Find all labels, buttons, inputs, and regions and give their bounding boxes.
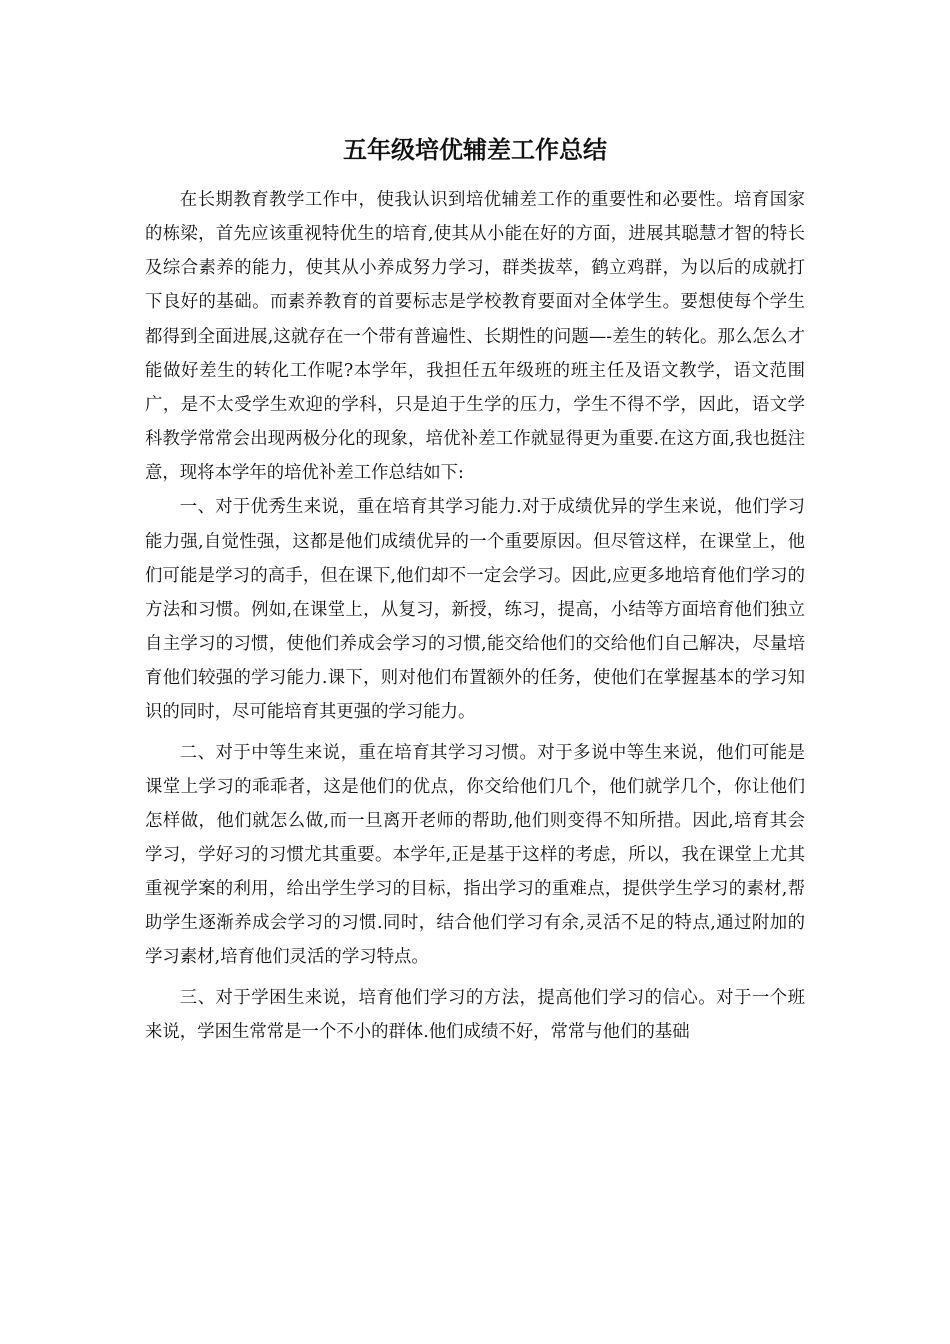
paragraph-average-students: 二、对于中等生来说，重在培育其学习习惯。对于多说中等生来说，他们可能是课堂上学习的乖乖者，这是他们的优点，你交给他们几个，他们就学几个，你让他们怎样做，他们就怎么做,而一旦离开老师的帮助,他们则变得不知所措。因此,培育其会学习，学好习的习惯尤其重要。本学年,正是基于这样的考虑，所以，我在课堂上尤其重视学案的利用，给出学生学习的目标，指出学习的重难点，提供学生学习的素材,帮助学生逐渐养成会学习的习惯.同时，结合他们学习有余,灵活不足的特点,通过附加的学习素材,培育他们灵活的学习特点。 [145, 742, 805, 968]
paragraph-excellent-students: 一、对于优秀生来说，重在培育其学习能力.对于成绩优异的学生来说，他们学习能力强,自觉性强，这都是他们成绩优异的一个重要原因。但尽管这样，在课堂上，他们可能是学习的高手，但在课下,他们却不一定会学习。因此,应更多地培育他们学习的方法和习惯。例如,在课堂上，从复习，新授，练习，提高，小结等方面培育他们独立自主学习的习惯，使他们养成会学习的习惯,能交给他们的交给他们自己解决，尽量培育他们较强的学习能力.课下，则对他们布置额外的任务，使他们在掌握基本的学习知识的同时，尽可能培育其更强的学习能力。 [145, 497, 805, 723]
document-title: 五年级培优辅差工作总结 [343, 136, 607, 164]
document-body [145, 183, 805, 1049]
paragraph-struggling-students: 三、对于学困生来说，培育他们学习的方法，提高他们学习的信心。对于一个班来说，学困生常常是一个不小的群体.他们成绩不好，常常与他们的基础 [145, 987, 805, 1042]
paragraph-intro: 在长期教育教学工作中，使我认识到培优辅差工作的重要性和必要性。培育国家的栋梁，首先应该重视特优生的培育,使其从小能在好的方面，进展其聪慧才智的特长及综合素养的能力，使其从小养成努力学习，群类拔萃，鹤立鸡群，为以后的成就打下良好的基础。而素养教育的首要标志是学校教育要面对全体学生。要想使每个学生都得到全面进展,这就存在一个带有普遍性、长期性的问题—-差生的转化。那么怎么才能做好差生的转化工作呢?本学年，我担任五年级班的班主任及语文教学，语文范围广，是不太受学生欢迎的学科，只是迫于生学的压力，学生不得不学，因此，语文学科教学常常会出现两极分化的现象，培优补差工作就显得更为重要.在这方面,我也挺注意，现将本学年的培优补差工作总结如下: [145, 190, 805, 484]
